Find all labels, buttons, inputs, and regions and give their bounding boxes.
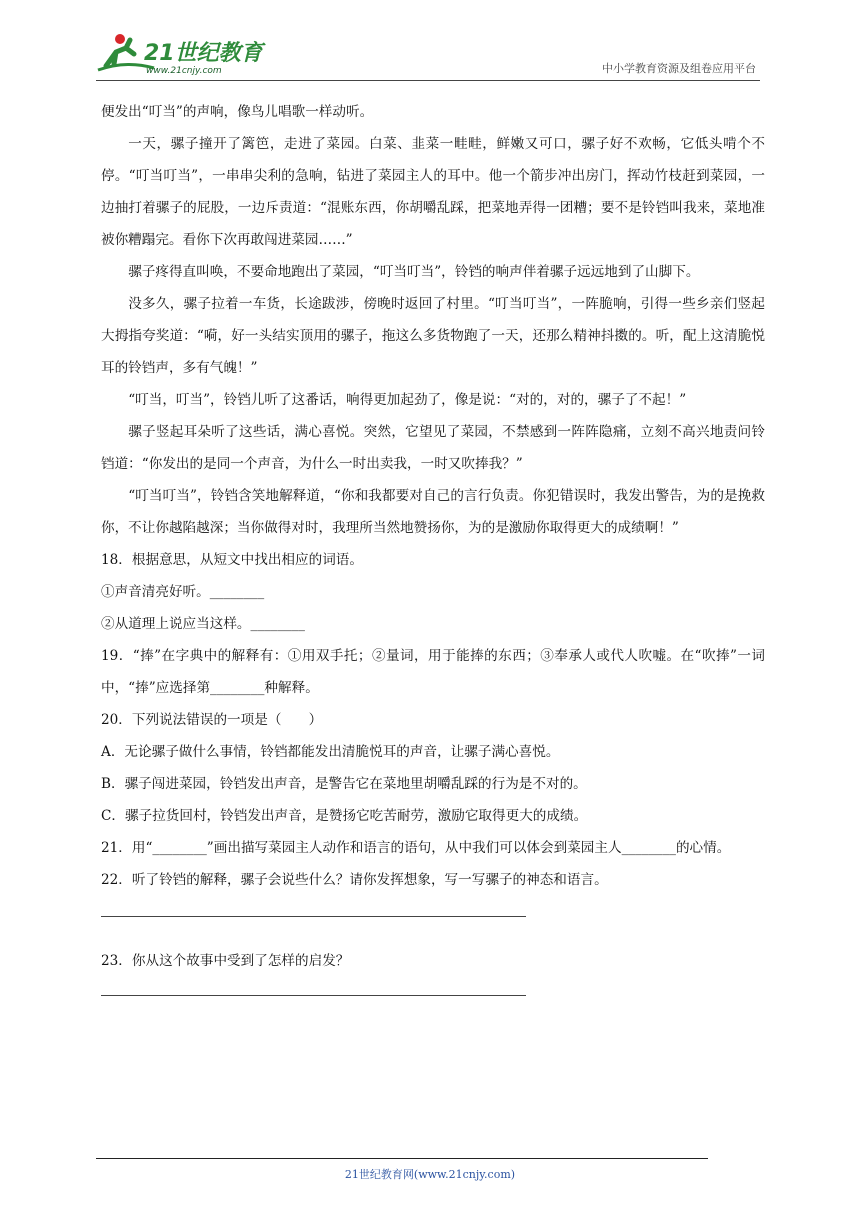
story-paragraph: 便发出“叮当”的声响，像鸟儿唱歌一样动听。 xyxy=(101,104,374,120)
question-20-option-c: C．骡子拉货回村，铃铛发出声音，是赞扬它吃苦耐劳，激励它取得更大的成绩。 xyxy=(101,808,588,824)
question-21: 21．用“________”画出描写菜园主人动作和语言的语句，从中我们可以体会到菜园主人________的心情。 xyxy=(101,840,731,856)
story-paragraph: 一天，骡子撞开了篱笆，走进了菜园。白菜、韭菜一畦畦，鲜嫩又可口，骡子好不欢畅，它低头啃个不停。“叮当叮当”，一串串尖利的急响，钻进了菜园主人的耳中。他一个箭步冲出房门，挥动竹枝赶到菜园，一边抽打着骡子的屁股，一边斥责道：“混账东西，你胡嚼乱踩，把菜地弄得一团糟；要不是铃铛叫我来，菜地准被你糟蹋完。看你下次再敢闯进菜园……” xyxy=(101,136,765,248)
question-20-option-a: A．无论骡子做什么事情，铃铛都能发出清脆悦耳的声音，让骡子满心喜悦。 xyxy=(101,744,560,760)
question-19: 19．“捧”在字典中的解释有：①用双手托；②量词，用于能捧的东西；③奉承人或代人吹嘘。在“吹捧”一词中，“捧”应选择第________种解释。 xyxy=(101,648,765,696)
question-18: 18．根据意思，从短文中找出相应的词语。 xyxy=(101,552,363,568)
footer-link[interactable]: 21世纪教育网(www.21cnjy.com) xyxy=(344,1168,516,1181)
site-logo xyxy=(96,30,266,76)
logo-url: www.21cnjy.com xyxy=(146,66,222,76)
story-paragraph: “叮当叮当”，铃铛含笑地解释道，“你和我都要对自己的言行负责。你犯错误时，我发出警告，为的是挽救你，不让你越陷越深；当你做得对时，我理所当然地赞扬你，为的是激励你取得更大的成绩啊！” xyxy=(101,488,765,536)
platform-name: 中小学教育资源及组卷应用平台 xyxy=(602,62,756,75)
logo-text: 21世纪教育 xyxy=(144,41,263,66)
question-18-item-1: ①声音清亮好听。________ xyxy=(101,584,265,600)
story-paragraph: 没多久，骡子拉着一车货，长途跋涉，傍晚时返回了村里。“叮当叮当”，一阵脆响，引得一些乡亲们竖起大拇指夸奖道：“嗬，好一头结实顶用的骡子，拖这么多货物跑了一天，还那么精神抖擞的。听，配上这清脆悦耳的铃铛声，多有气魄！” xyxy=(101,296,765,376)
question-23: 23．你从这个故事中受到了怎样的启发？ xyxy=(101,953,350,969)
question-22: 22．听了铃铛的解释，骡子会说些什么？请你发挥想象，写一写骡子的神态和语言。 xyxy=(101,872,608,888)
story-paragraph: 骡子竖起耳朵听了这些话，满心喜悦。突然，它望见了菜园，不禁感到一阵阵隐痛，立刻不高兴地责问铃铛道：“你发出的是同一个声音，为什么一时出卖我，一时又吹捧我？” xyxy=(101,424,765,472)
page-header xyxy=(96,28,760,81)
footer-divider xyxy=(96,1158,708,1159)
question-20-option-b: B．骡子闯进菜园，铃铛发出声音，是警告它在菜地里胡嚼乱踩的行为是不对的。 xyxy=(101,776,587,792)
question-18-item-2: ②从道理上说应当这样。________ xyxy=(101,616,305,632)
question-20: 20．下列说法错误的一项是（ ） xyxy=(101,712,323,728)
story-paragraph: “叮当，叮当”，铃铛儿听了这番话，响得更加起劲了，像是说：“对的，对的，骡子了不起！” xyxy=(128,392,687,408)
answer-line xyxy=(101,916,526,917)
story-paragraph: 骡子疼得直叫唤，不要命地跑出了菜园，“叮当叮当”，铃铛的响声伴着骡子远远地到了山脚下。 xyxy=(128,264,700,280)
answer-line xyxy=(101,995,526,996)
document-body xyxy=(101,96,765,996)
